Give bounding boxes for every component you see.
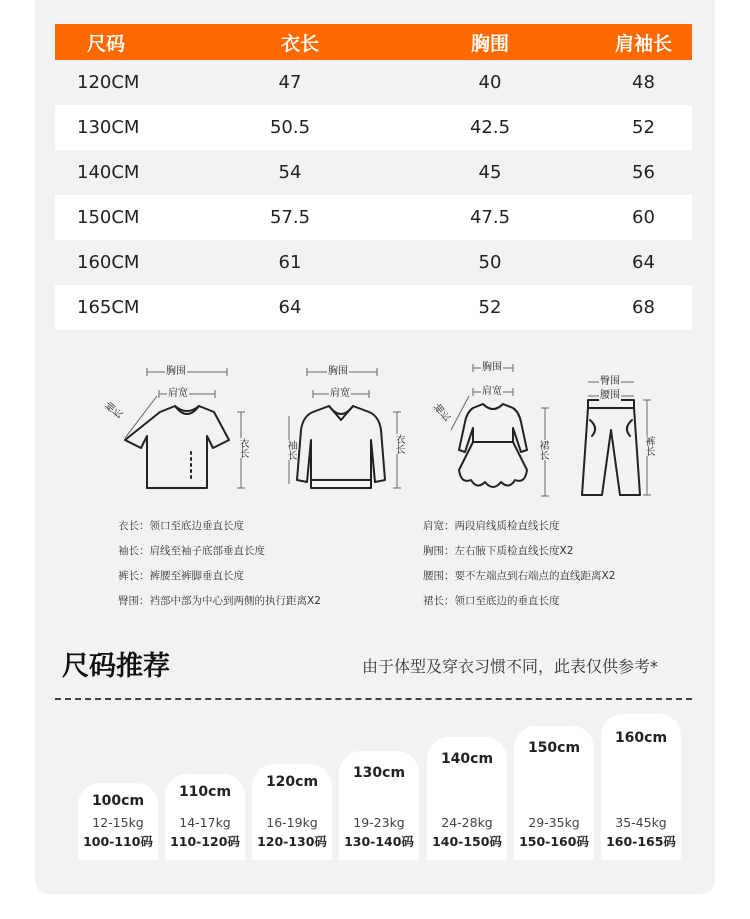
table-header bbox=[55, 24, 692, 60]
card-weight: 16-19kg bbox=[266, 815, 318, 830]
cell-chest: 52 bbox=[478, 297, 502, 318]
card-code: 150-160码 bbox=[519, 834, 589, 849]
cell-size: 130CM bbox=[77, 117, 140, 138]
card-size: 100cm bbox=[91, 793, 145, 809]
pants-length-label: 裤长 bbox=[643, 436, 654, 456]
card-weight: 19-23kg bbox=[353, 815, 405, 830]
dress-shoulder-label: 肩宽 bbox=[482, 386, 502, 397]
note-item: 胸围：左右腋下质检直线长度X2 bbox=[423, 545, 574, 557]
size-card bbox=[252, 764, 332, 860]
dashed-divider bbox=[55, 698, 692, 700]
cell-length: 47 bbox=[278, 72, 302, 93]
cell-size: 140CM bbox=[77, 162, 140, 183]
card-size: 130cm bbox=[352, 765, 406, 781]
size-card bbox=[339, 751, 419, 860]
cell-length: 57.5 bbox=[269, 207, 311, 228]
cell-size: 165CM bbox=[77, 297, 140, 318]
tshirt-chest-label: 胸围 bbox=[166, 366, 186, 377]
tshirt-sleeve-label: 袖长 bbox=[101, 400, 124, 423]
sweater-icon bbox=[297, 406, 385, 488]
sweater-shoulder-label: 肩宽 bbox=[330, 388, 350, 399]
cell-length: 61 bbox=[278, 252, 302, 273]
card-code: 130-140码 bbox=[344, 834, 414, 849]
size-card bbox=[427, 737, 507, 860]
note-item: 袖长：肩线至袖子底部垂直长度 bbox=[118, 545, 265, 557]
cell-size: 150CM bbox=[77, 207, 140, 228]
pants-waist-label: 腰围 bbox=[600, 390, 620, 401]
sweater-sleeve-label: 袖长 bbox=[285, 440, 296, 460]
card-weight: 12-15kg bbox=[92, 815, 144, 830]
header-chest: 胸围 bbox=[470, 32, 509, 55]
pants-icon bbox=[582, 400, 640, 495]
recommend-disclaimer: 由于体型及穿衣习惯不同，此表仅供参考* bbox=[362, 657, 659, 676]
cell-length: 64 bbox=[278, 297, 302, 318]
pants-hip-label: 臀围 bbox=[600, 376, 620, 387]
card-size: 160cm bbox=[614, 730, 668, 746]
note-item: 臀围：裆部中部为中心到两侧的执行距离X2 bbox=[118, 595, 321, 607]
garment-drawings bbox=[95, 360, 665, 510]
cell-sleeve: 68 bbox=[632, 297, 655, 318]
garment-diagrams bbox=[95, 360, 665, 510]
cell-chest: 42.5 bbox=[469, 117, 511, 138]
card-code: 160-165码 bbox=[606, 834, 676, 849]
note-item: 腰围：要不左端点到右端点的直线距离X2 bbox=[423, 570, 616, 582]
note-item: 衣长：领口至底边垂直长度 bbox=[118, 520, 244, 532]
card-size: 110cm bbox=[178, 784, 232, 800]
size-card bbox=[78, 783, 158, 860]
cell-sleeve: 56 bbox=[632, 162, 655, 183]
size-table bbox=[55, 24, 692, 330]
cell-chest: 50 bbox=[478, 252, 502, 273]
tshirt-length-label: 衣长 bbox=[237, 438, 248, 458]
table-row bbox=[55, 150, 692, 195]
sweater-length-label: 衣长 bbox=[393, 434, 404, 454]
card-weight: 29-35kg bbox=[528, 815, 580, 830]
sweater-chest-label: 胸围 bbox=[328, 366, 348, 377]
dress-icon bbox=[459, 404, 527, 487]
tshirt-shoulder-label: 肩宽 bbox=[168, 388, 188, 399]
recommend-title: 尺码推荐 bbox=[62, 651, 170, 682]
header-size: 尺码 bbox=[87, 32, 126, 55]
table-row bbox=[55, 195, 692, 240]
table-row bbox=[55, 60, 692, 105]
card-size: 150cm bbox=[527, 740, 581, 756]
card-weight: 24-28kg bbox=[441, 815, 493, 830]
table-row bbox=[55, 105, 692, 150]
dress-length-label: 裙长 bbox=[537, 440, 548, 460]
card-weight: 35-45kg bbox=[615, 815, 667, 830]
table-row bbox=[55, 285, 692, 330]
size-card bbox=[165, 774, 245, 860]
card-code: 100-110码 bbox=[83, 834, 153, 849]
cell-length: 54 bbox=[278, 162, 302, 183]
cell-length: 50.5 bbox=[269, 117, 311, 138]
dress-sleeve-label: 袖长 bbox=[429, 402, 452, 425]
cell-chest: 45 bbox=[478, 162, 502, 183]
cell-chest: 47.5 bbox=[469, 207, 511, 228]
card-code: 120-130码 bbox=[257, 834, 327, 849]
cell-sleeve: 60 bbox=[632, 207, 655, 228]
card-size: 140cm bbox=[440, 751, 494, 767]
size-card bbox=[514, 726, 594, 860]
note-item: 裤长：裤腰至裤脚垂直长度 bbox=[118, 570, 244, 582]
cell-chest: 40 bbox=[478, 72, 502, 93]
header-length: 衣长 bbox=[280, 32, 319, 55]
note-item: 肩宽：两段肩线质检直线长度 bbox=[423, 520, 560, 532]
cell-sleeve: 64 bbox=[632, 252, 655, 273]
cell-sleeve: 52 bbox=[632, 117, 655, 138]
card-code: 110-120码 bbox=[170, 834, 240, 849]
header-sleeve: 肩袖长 bbox=[614, 32, 672, 55]
dress-chest-label: 胸围 bbox=[482, 362, 502, 373]
cell-size: 160CM bbox=[77, 252, 140, 273]
cell-sleeve: 48 bbox=[632, 72, 655, 93]
table-row bbox=[55, 240, 692, 285]
note-item: 裙长：领口至底边的垂直长度 bbox=[423, 595, 560, 607]
card-weight: 14-17kg bbox=[179, 815, 231, 830]
card-code: 140-150码 bbox=[432, 834, 502, 849]
card-size: 120cm bbox=[265, 774, 319, 790]
cell-size: 120CM bbox=[77, 72, 140, 93]
size-card bbox=[601, 714, 681, 860]
